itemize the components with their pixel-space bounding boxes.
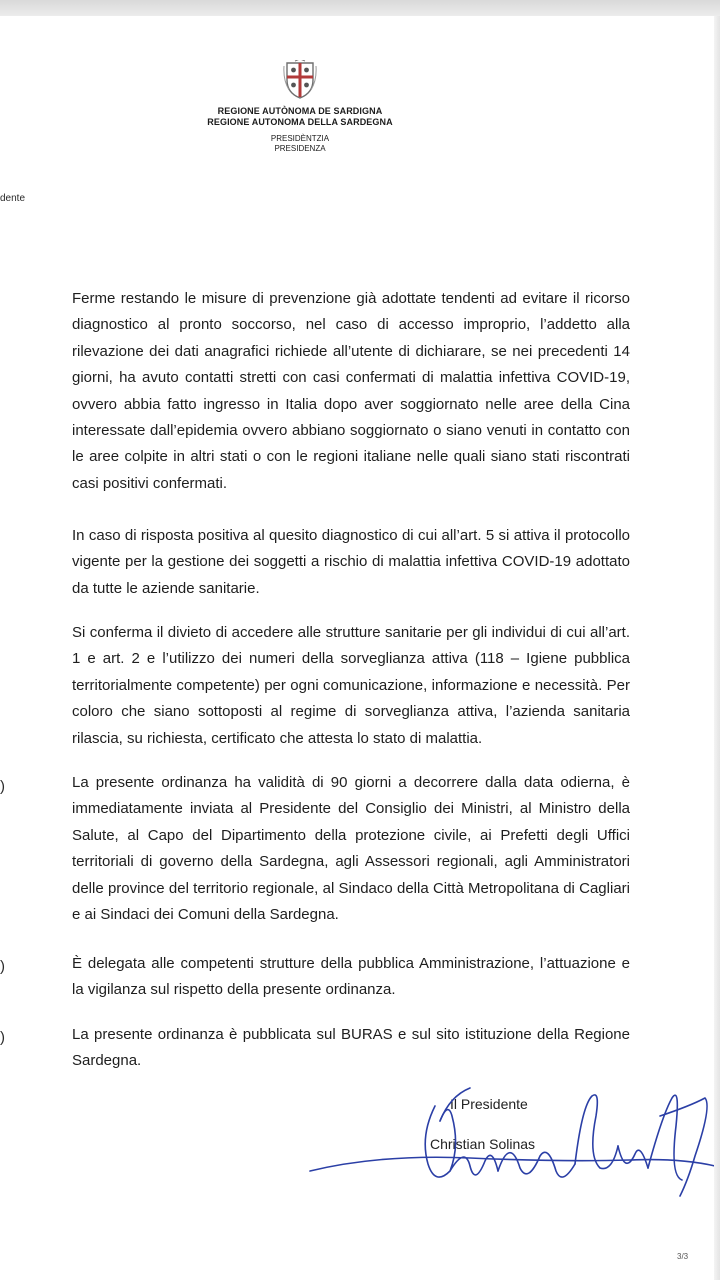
- office-name-italian: PRESIDENZA: [274, 144, 326, 153]
- handwritten-signature-icon: [300, 1076, 720, 1236]
- paragraph: Si conferma il divieto di accedere alle strutture sanitarie per gli individui di cui all’art. 1 e art. 2 e l’utilizzo dei numeri della sorveglianza attiva (118 – Igiene pubblica territorialmente competente) per ogni comunicazione, informazione e necessità. Per coloro che siano sottoposti al regime di sorveglianza attiva, l’azienda sanitaria rilascia, su richiesta, certificato che attesta lo stato di malattia.: [72, 624, 630, 747]
- office-name-sardinian: PRESIDÈNTZIA: [270, 134, 330, 143]
- margin-mark: ): [0, 958, 5, 975]
- paragraph: La presente ordinanza è pubblicata sul BURAS e sul sito istituzione della Regione Sardegna.: [72, 1026, 630, 1070]
- sardinia-coat-of-arms-icon: [283, 60, 317, 100]
- region-name-sardinian: REGIONE AUTÒNOMA DE SARDIGNA: [217, 106, 383, 116]
- margin-cut-text: dente: [0, 193, 26, 204]
- margin-mark: ): [0, 778, 5, 795]
- document-page: [0, 16, 720, 1280]
- page-number: 3/3: [677, 1252, 689, 1261]
- paragraph: È delegata alle competenti strutture della pubblica Amministrazione, l’attuazione e la vigilanza sul rispetto della presente ordinanza.: [72, 955, 630, 999]
- paragraph: Ferme restando le misure di prevenzione già adottate tendenti ad evitare il ricorso diagnostico al pronto soccorso, nel caso di accesso improprio, l’addetto alla rilevazione dei dati anagrafici richiede all’utente di dichiarare, se nei precedenti 14 giorni, ha avuto contatti stretti con casi confermati di malattia infettiva COVID-19, ovvero abbia fatto ingresso in Italia dopo aver soggiornato nelle aree della Cina interessate dall’epidemia ovvero abbiano soggiornato o siano venuti in contatto con le aree colpite in altri stati o con le regioni italiane nelle quali siano stati riscontrati casi positivi confermati.: [72, 290, 630, 492]
- margin-mark: ): [0, 1029, 5, 1046]
- paragraph: In caso di risposta positiva al quesito diagnostico di cui all’art. 5 si attiva il protocollo vigente per la gestione dei soggetti a rischio di malattia infettiva COVID-19 adottato da tutte le aziende sanitarie.: [72, 527, 630, 597]
- page-edge-shadow: [714, 16, 720, 1280]
- paragraph: La presente ordinanza ha validità di 90 giorni a decorrere dalla data odierna, è immediatamente inviata al Presidente del Consiglio dei Ministri, al Ministro della Salute, al Capo del Dipartimento della protezione civile, ai Prefetti degli Uffici territoriali di governo della Sardegna, agli Assessori regionali, agli Amministratori delle province del territorio regionale, al Sindaco della Città Metropolitana di Cagliari e ai Sindaci dei Comuni della Sardegna.: [72, 774, 630, 924]
- signature-block: [300, 1076, 720, 1236]
- signatory-title: Il Presidente: [450, 1096, 528, 1112]
- viewer-top-bar: [0, 0, 720, 17]
- signatory-name: Christian Solinas: [430, 1136, 536, 1152]
- letterhead: [150, 60, 450, 154]
- region-name-italian: REGIONE AUTONOMA DELLA SARDEGNA: [207, 117, 393, 127]
